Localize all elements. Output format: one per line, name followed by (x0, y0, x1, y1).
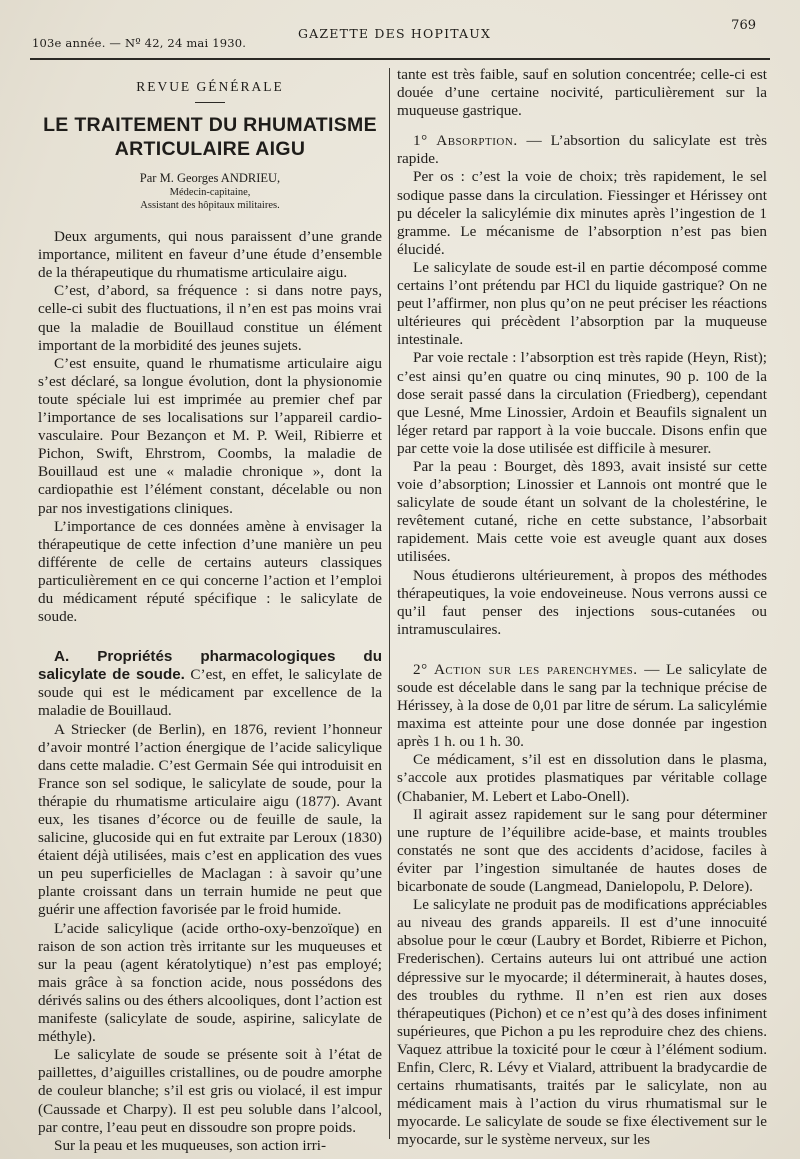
paragraph: Per os : c’est la voie de choix; très rapidement, le sel sodique passe dans la circulation. Fiessinger et Hérissey ont pu déceler la salicylémie dix minutes après l’ingestion de 1 gramme. Le mécanisme de l’absorption n’est pas bien élucidé. (397, 168, 767, 258)
affiliation-2: Assistant des hôpitaux militaires. (140, 200, 280, 212)
section-a-text: C’est, en effet, le salicylate de soude qui est le médicament par excellence de la maladie de Bouillaud. (38, 666, 382, 720)
paragraph: Ce médicament, s’il est en dissolution dans le plasma, s’accole aux protides plasmatiques par véritable collage (Chabanier, M. Lebert et Labo-Onell). (397, 751, 767, 805)
paragraph: Le salicylate ne produit pas de modifications appréciables au niveau des grands appareils. Il est d’une innocuité absolue pour le cœur (Laubry et Bordet, Ribierre et Pichon, Frederischen). Certains auteurs lui ont attribué une action dépressive sur le myocarde; il déterminerait, à hautes doses, des troubles du rythme. Il n’en est rien aux doses thérapeutiques (Pichon) et ce n’est qu’à des doses infiniment supérieures, que Pichon a pu les reproduire chez des chiens. Vaquez attribue la toxicité pour le cœur à l’élément sodium. Enfin, Clerc, R. Lévy et Vialard, attribuent la bradycardie de certains rhumatisants, traités par le salicylate, non au médicament mais à l’action du virus rhumatismal sur le myocarde. Le salicylate de soude se fixe électivement sur le myocarde, sur le système nerveux, sur les (397, 896, 767, 1149)
paragraph: Il agirait assez rapidement sur le sang pour déterminer une rupture de l’équilibre acide-base, et maints troubles constatés ne sont que des accidents d’acidose, faciles à éviter par l’ingestion simultanée de hautes doses de bicarbonate de soude (Langmead, Danielopolu, P. Delore). (397, 805, 767, 896)
page-number: 769 (731, 18, 756, 33)
paragraph: Le salicylate de soude se présente soit à l’état de paillettes, d’aiguilles cristallines, ou de poudre amorphe de couleur blanche; s’il est gris ou violacé, il est impur (Caussade et Charpy). Il est peu soluble dans l’alcool, par contre, l’eau peut en dissoudre son propre poids. (38, 1046, 382, 1136)
paragraph: L’importance de ces données amène à envisager la thérapeutique de cette infection d’une manière un peu différente de celle de certains auteurs classiques particulièrement en ce qui concerne l’action et l’emploi du médicament réputé spécifique : le salicylate de soude. (38, 517, 382, 626)
rubric-divider (195, 102, 225, 103)
paragraph: Nous étudierons ultérieurement, à propos des méthodes thérapeutiques, la voie endoveineuse. Nous verrons aussi ce qu’il faut penser des injections sous-cutanées ou intramusculaires. (397, 566, 767, 638)
section-2-paragraph (397, 661, 767, 751)
section-1-heading: 1° Absorption. (413, 132, 518, 150)
paragraph: Le salicylate de soude est-il en partie décomposé comme certains l’ont prétendu par HCl du liquide gastrique? On ne peut l’affirmer, non plus qu’on ne peut préciser les réactions ultérieures qui précèdent l’absorption par la muqueuse intestinale. (397, 258, 767, 349)
paragraph: C’est, d’abord, sa fréquence : si dans notre pays, celle-ci subit des fluctuations, il n’en est pas moins vrai que la maladie de Bouillaud constitue un élément important de la morbidité des jeunes sujets. (38, 282, 382, 354)
journal-title: GAZETTE DES HOPITAUX (298, 26, 492, 41)
paragraph: Par voie rectale : l’absorption est très rapide (Heyn, Rist); c’est ainsi qu’en quatre ou cinq minutes, 90 p. 100 de la dose serait passé dans la circulation (Friedberg), cependant que Lesné, Mme Linossier, Ardoin et Beaufils signalent un léger retard par rapport à la voie buccale. Disons enfin que par cette voie la dose utilisée est difficile à mesurer. (397, 349, 767, 457)
section-a-heading: A. Propriétés pharmacologiques du salicylate de soude. (38, 648, 382, 684)
section-2-heading: 2° Action sur les parenchymes. (413, 660, 638, 678)
rubric: REVUE GÉNÉRALE (136, 79, 284, 94)
left-column (38, 66, 382, 1154)
affiliation-1: Médecin-capitaine, (169, 187, 251, 199)
article-title-line1: LE TRAITEMENT DU RHUMATISME (43, 114, 377, 137)
right-column (397, 66, 768, 1149)
byline-block (38, 171, 382, 212)
paragraph: A Striecker (de Berlin), en 1876, revient l’honneur d’avoir montré l’action énergique de l’acide salicylique dans cette maladie. C’est Germain Sée qui introduisit en France son sel sodique, le salicylate de soude, pour la thérapie du rhumatisme articulaire aigu (1877). Avant eux, les tisanes d’écorce ou de feuille de saule, la salicine, glucoside qui en fut extraite par Leroux (1830) étaient déjà utilisées, mais c’est en application des vues un peu superficielles de Maclagan : à savoir qu’une plante croissant dans un terrain humide ne peut que guérir une affection favorisée par le froid humide. (38, 720, 382, 919)
section-spacer (397, 120, 767, 132)
section-spacer (38, 626, 382, 648)
paragraph: C’est ensuite, quand le rhumatisme articulaire aigu s’est déclaré, sa longue évolution, dont la physionomie toute spéciale lui est imprimée au premier chef par l’importance de ses localisations sur l’appareil cardio-vasculaire. Pour Bezançon et M. P. Weil, Ribierre et Pichon, Swift, Ehrstrom, Coombs, la maladie de Bouillaud est une « maladie chronique », dont la cardiopathie est l’élément constant, décelable ou non par nos investigations cliniques. (38, 354, 382, 517)
section-1-paragraph (397, 132, 767, 168)
page-header (28, 14, 768, 60)
continuation-paragraph: tante est très faible, sauf en solution concentrée; celle-ci est douée d’une certaine nocivité, particulièrement sur la muqueuse gastrique. (397, 66, 767, 120)
section-2-text: — Le salicylate de soude est décelable dans le sang par la technique précise de Hérissey, à la dose de 0,01 par litre de sérum. La salicylémie maxima est atteinte pour une dose donnée par ingestion après 1 h. ou 1 h. 30. (397, 660, 767, 751)
column-divider (389, 68, 390, 1139)
byline: Par M. Georges ANDRIEU, (139, 171, 281, 186)
section-spacer (397, 639, 767, 661)
issue-line: 103e année. — Nº 42, 24 mai 1930. (32, 36, 247, 50)
header-rule (30, 58, 770, 60)
paragraph: Sur la peau et les muqueuses, son action irri- (54, 1136, 327, 1154)
paragraph: Par la peau : Bourget, dès 1893, avait insisté sur cette voie d’absorption; Linossier et Lannois ont montré que le salicylate de soude étant un solvant de la cholestérine, le revêtement cutané, riche en cette substance, l’absorbait rapidement. Mais cette voie est aveugle quant aux doses utilisées. (397, 457, 767, 566)
paragraph: Deux arguments, qui nous paraissent d’une grande importance, militent en faveur d’une étude d’ensemble de la thérapeutique du rhumatisme articulaire aigu. (38, 228, 382, 282)
paragraph: L’acide salicylique (acide ortho-oxy-benzoïque) en raison de son action très irritante sur les muqueuses et sur la peau (agent kératolytique) n’est pas employé; mais grâce à sa fonction acide, nous possédons des dérivés salins ou des éthers alcooliques, dont l’action est manifeste (salicylate de soude, aspirine, salicylate de méthyle). (38, 919, 382, 1046)
article-title-line2: ARTICULAIRE AIGU (114, 138, 306, 161)
article-title (38, 113, 382, 161)
section-1-text: — L’absortion du salicylate est très rapide. (397, 132, 768, 168)
section-a-paragraph (38, 648, 382, 720)
